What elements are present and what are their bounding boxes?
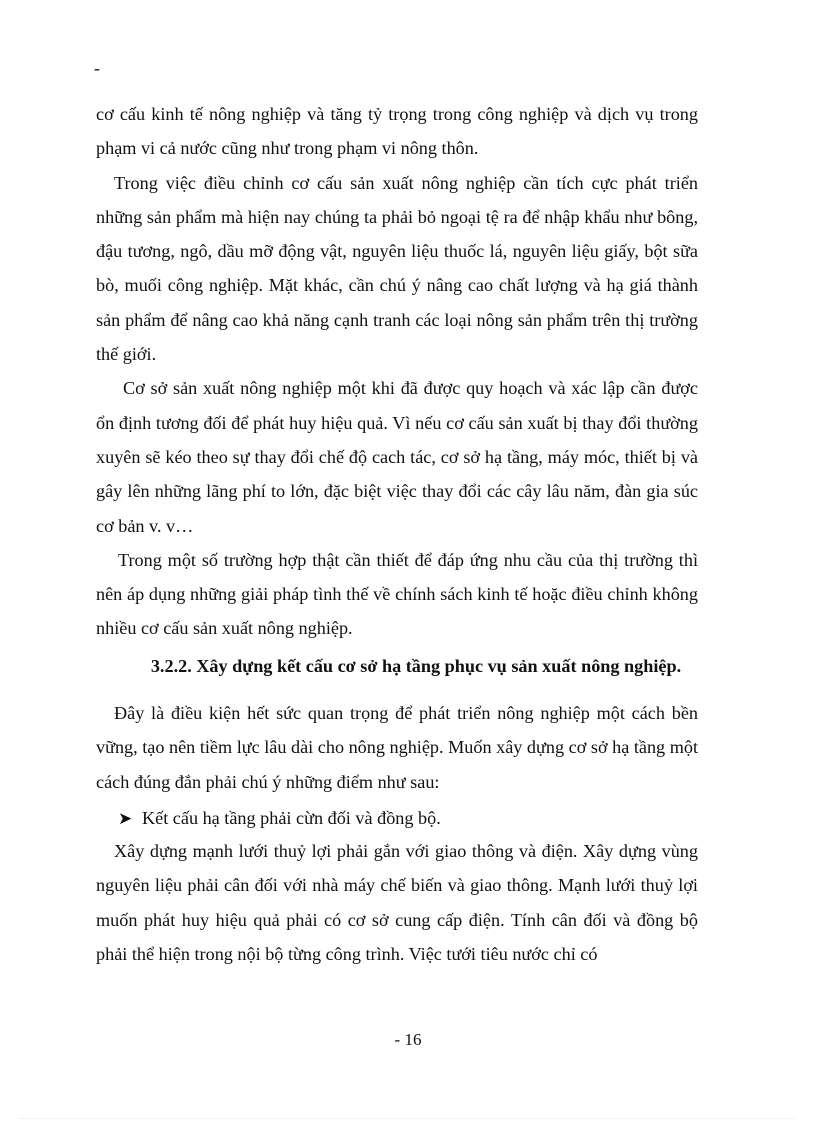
bullet-item xyxy=(118,801,441,836)
body-text-top xyxy=(96,97,698,646)
bullet-item-text: Kết cấu hạ tầng phải cừn đối và đồng bộ. xyxy=(142,808,441,828)
body-text-bottom xyxy=(96,834,698,971)
paragraph-2: Trong việc điều chỉnh cơ cấu sản xuất nông nghiệp cần tích cực phát triển những sản phẩm mà hiện nay chúng ta phải bỏ ngoại tệ ra để nhập khẩu như bông, đậu tương, ngô, dầu mỡ động vật, nguyên liệu thuốc lá, nguyên liệu giấy, bột sữa bò, muối công nghiệp. Mặt khác, cần chú ý nâng cao chất lượng và hạ giá thành sản phẩm để nâng cao khả năng cạnh tranh các loại nông sản phẩm trên thị trường thế giới. xyxy=(96,172,698,365)
header-mark: - xyxy=(94,58,100,78)
paragraph-6: Xây dựng mạnh lưới thuỷ lợi phải gắn với giao thông và điện. Xây dựng vùng nguyên liệu phải cân đối với nhà máy chế biến và giao thông. Mạnh lưới thuỷ lợi muốn phát huy hiệu quả phải có cơ sở cung cấp điện. Tính cân đối và đồng bộ phải thể hiện trong nội bộ từng công trình. Việc tưới tiêu nước chỉ có xyxy=(96,841,698,964)
paragraph-1: cơ cấu kinh tế nông nghiệp và tăng tỷ trọng trong công nghiệp và dịch vụ trong phạm vi cả nước cũng như trong phạm vi nông thôn. xyxy=(96,104,698,159)
section-heading: 3.2.2. Xây dựng kết cấu cơ sở hạ tầng phục vụ sản xuất nông nghiệp. xyxy=(150,656,682,676)
paragraph-4: Trong một số trường hợp thật cần thiết để đáp ứng nhu cầu của thị trường thì nên áp dụng những giải pháp tình thế về chính sách kinh tế hoặc điều chỉnh không nhiều cơ cấu sản xuất nông nghiệp. xyxy=(96,549,698,639)
arrowhead-bullet-icon: ➤ xyxy=(118,809,133,828)
page-bottom-divider xyxy=(20,1118,796,1119)
paragraph-5: Đây là điều kiện hết sức quan trọng để phát triển nông nghiệp một cách bền vững, tạo nên tiềm lực lâu dài cho nông nghiệp. Muốn xây dựng cơ sở hạ tầng một cách đúng đắn phải chú ý những điểm như sau: xyxy=(96,703,698,792)
page-number: - 16 xyxy=(394,1030,422,1049)
body-text-middle xyxy=(96,696,698,799)
paragraph-3: Cơ sở sản xuất nông nghiệp một khi đã được quy hoạch và xác lập cần được ổn định tương đối để phát huy hiệu quả. Vì nếu cơ cấu sản xuất bị thay đổi thường xuyên sẽ kéo theo sự thay đổi chế độ cach tác, cơ sở hạ tầng, máy móc, thiết bị và gây lên những lãng phí to lớn, đặc biệt việc thay đổi các cây lâu năm, đàn gia súc cơ bản v. v… xyxy=(96,378,698,536)
